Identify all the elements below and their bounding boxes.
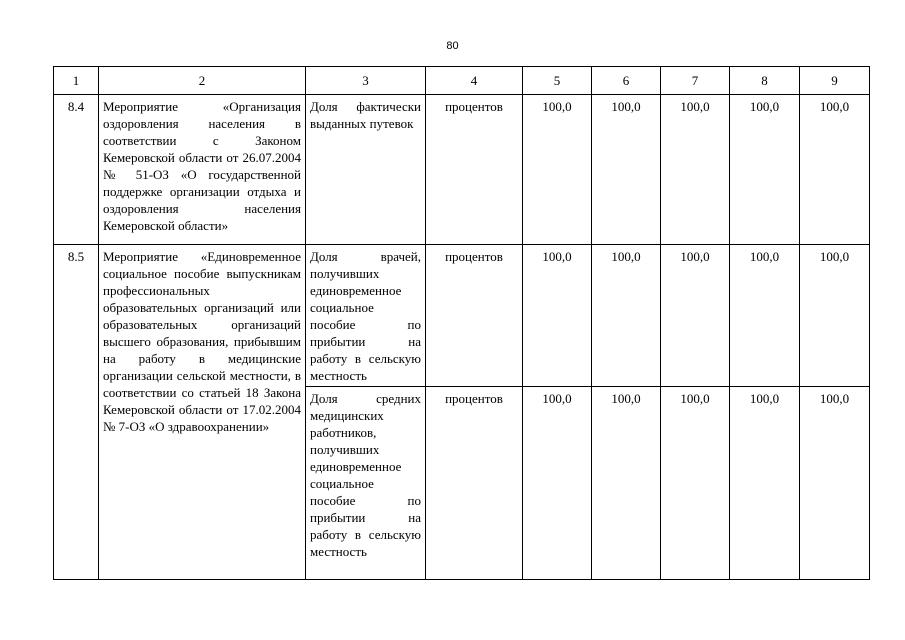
column-header: 4 — [426, 67, 523, 95]
value-cell: 100,0 — [730, 95, 800, 245]
value-cell: 100,0 — [523, 387, 592, 580]
row-number: 8.4 — [54, 95, 99, 245]
value-cell: 100,0 — [730, 387, 800, 580]
column-header: 9 — [800, 67, 870, 95]
column-header: 3 — [306, 67, 426, 95]
value-cell: 100,0 — [800, 387, 870, 580]
indicator-name: Доля средних медицинских работников, получивших единовременное социальное пособие по прибытии на работу в сельскую местность — [306, 387, 426, 580]
indicator-name: Доля врачей, получивших единовременное социальное пособие по прибытии на работу в сельскую местность — [306, 245, 426, 387]
page-number: 80 — [446, 40, 459, 52]
value-cell: 100,0 — [523, 95, 592, 245]
value-cell: 100,0 — [661, 245, 730, 387]
measure-description: Мероприятие «Единовременное социальное пособие выпускникам профессиональных образовательных организаций или образовательных организаций высшего образования, прибывшим на работу в медицинские организации сельской местности, в соответствии со статьей 18 Закона Кемеровской области от 17.02.2004 № 7-ОЗ «О здравоохранении» — [99, 245, 306, 580]
value-cell: 100,0 — [800, 95, 870, 245]
measure-description: Мероприятие «Организация оздоровления населения в соответствии с Законом Кемеровской области от 26.07.2004 № 51-ОЗ «О государственной поддержке организации отдыха и оздоровления населения Кемеровской области» — [99, 95, 306, 245]
unit-cell: процентов — [426, 95, 523, 245]
indicators-table — [53, 66, 870, 580]
unit-cell: процентов — [426, 245, 523, 387]
value-cell: 100,0 — [592, 245, 661, 387]
column-header: 2 — [99, 67, 306, 95]
indicator-name: Доля фактически выданных путевок — [306, 95, 426, 245]
value-cell: 100,0 — [592, 95, 661, 245]
column-header: 5 — [523, 67, 592, 95]
table-row — [54, 95, 870, 245]
value-cell: 100,0 — [661, 387, 730, 580]
column-header: 6 — [592, 67, 661, 95]
column-header: 1 — [54, 67, 99, 95]
value-cell: 100,0 — [800, 245, 870, 387]
row-number: 8.5 — [54, 245, 99, 580]
table-row — [54, 245, 870, 387]
unit-cell: процентов — [426, 387, 523, 580]
value-cell: 100,0 — [730, 245, 800, 387]
column-header: 7 — [661, 67, 730, 95]
value-cell: 100,0 — [523, 245, 592, 387]
column-header: 8 — [730, 67, 800, 95]
table-header-row — [54, 67, 870, 95]
value-cell: 100,0 — [661, 95, 730, 245]
value-cell: 100,0 — [592, 387, 661, 580]
